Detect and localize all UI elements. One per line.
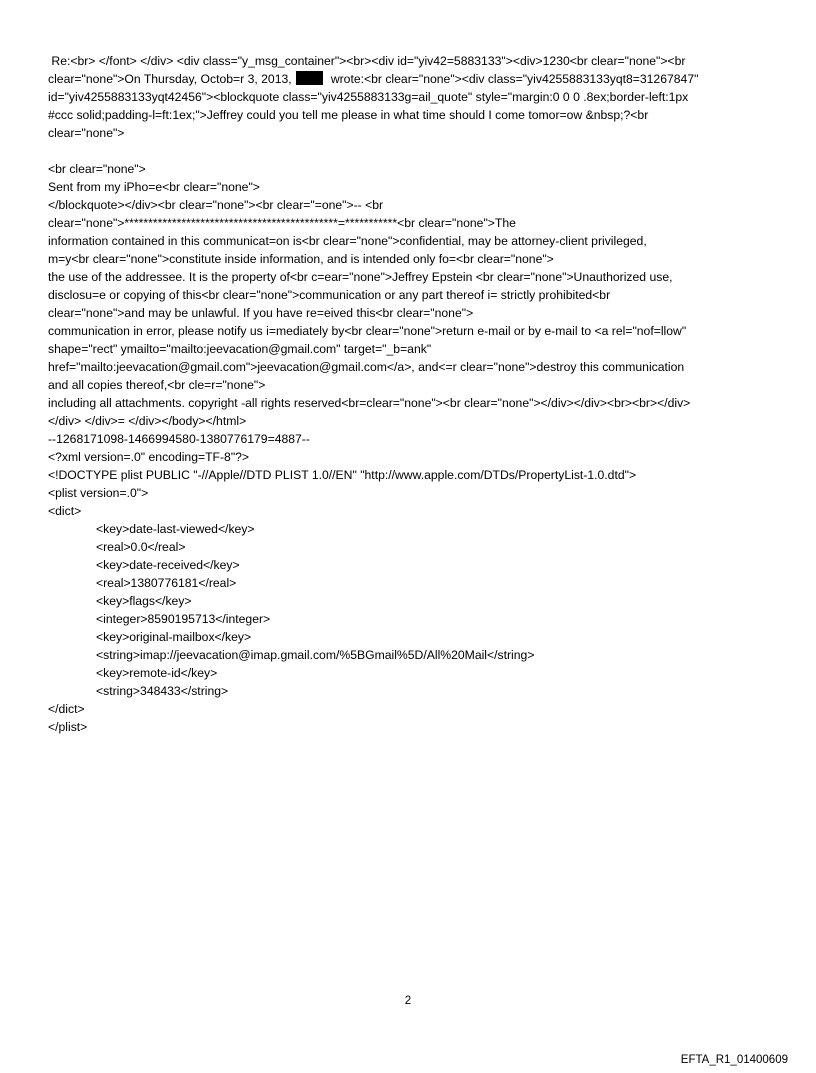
text-segment: clear="none">On Thursday, Octob=r 3, 2013, (48, 72, 292, 86)
text-line: clear="none"> (48, 126, 125, 140)
text-line: information contained in this communicat=on is<br clear="none">confidential, may be attorney-client privileged, (48, 234, 647, 248)
text-segment: wrote:<br clear="none"><div class="yiv4255883133yqt8=31267847" (330, 72, 699, 86)
text-line: clear="none">and may be unlawful. If you have re=eived this<br clear="none"> (48, 306, 474, 320)
text-line: <real>1380776181</real> (96, 576, 237, 590)
text-line: <key>flags</key> (96, 594, 192, 608)
text-line: <key>remote-id</key> (96, 666, 218, 680)
text-line: communication in error, please notify us i=mediately by<br clear="none">return e-mail or by e-mail to <a rel="nof=llow" (48, 324, 687, 338)
text-line: m=y<br clear="none">constitute inside information, and is intended only fo=<br clear="none"> (48, 252, 554, 266)
text-line: <?xml version=.0" encoding=TF-8"?> (48, 450, 250, 464)
text-line: <string>348433</string> (96, 684, 229, 698)
document-id: EFTA_R1_01400609 (680, 1054, 788, 1066)
text-line: Sent from my iPho=e<br clear="none"> (48, 180, 260, 194)
text-line: id="yiv4255883133yqt42456"><blockquote class="yiv4255883133g=ail_quote" style="margin:0 0 0 .8ex;border-left:1px (48, 90, 689, 104)
document-body (48, 52, 772, 736)
text-line: <!DOCTYPE plist PUBLIC "-//Apple//DTD PLIST 1.0//EN" "http://www.apple.com/DTDs/PropertyList-1.0.dtd"> (48, 468, 637, 482)
text-line: --1268171098-1466994580-1380776179=4887-- (48, 432, 310, 446)
text-line: <key>date-last-viewed</key> (96, 522, 255, 536)
page-number: 2 (404, 995, 412, 1007)
text-line: </div> </div>= </div></body></html> (48, 414, 247, 428)
redaction-block (296, 71, 323, 85)
text-line: </blockquote></div><br clear="none"><br clear="=one">-- <br (48, 198, 384, 212)
text-line: the use of the addressee. It is the property of<br c=ear="none">Jeffrey Epstein <br clear="none">Unauthorized use, (48, 270, 673, 284)
text-line: Re:<br> </font> </div> <div class="y_msg_container"><br><div id="yiv42=5883133"><div>1230<br clear="none"><br (48, 54, 686, 68)
text-line: clear="none">*********************************************=***********<br clear="none">The (48, 216, 516, 230)
text-line: <br clear="none"> (48, 162, 146, 176)
text-line: including all attachments. copyright -all rights reserved<br=clear="none"><br clear="none"></div></div><br><br></div> (48, 396, 691, 410)
text-line: </plist> (48, 720, 88, 734)
text-line-with-redaction (48, 70, 772, 88)
text-line: <integer>8590195713</integer> (96, 612, 271, 626)
text-line: <real>0.0</real> (96, 540, 186, 554)
text-line: and all copies thereof,<br cle=r="none"> (48, 378, 266, 392)
text-line: <string>imap://jeevacation@imap.gmail.com/%5BGmail%5D/All%20Mail</string> (96, 648, 535, 662)
text-line: </dict> (48, 702, 85, 716)
text-line: <plist version=.0"> (48, 486, 149, 500)
text-line: #ccc solid;padding-l=ft:1ex;">Jeffrey could you tell me please in what time should I come tomor=ow &nbsp;?<br (48, 108, 649, 122)
blank-line (48, 142, 772, 160)
text-line: <key>original-mailbox</key> (96, 630, 252, 644)
text-line: shape="rect" ymailto="mailto:jeevacation@gmail.com" target="_b=ank" (48, 342, 432, 356)
text-line: <key>date-received</key> (96, 558, 240, 572)
text-line: href="mailto:jeevacation@gmail.com">jeevacation@gmail.com</a>, and<=r clear="none">destroy this communication (48, 360, 685, 374)
text-line: <dict> (48, 504, 82, 518)
text-line: disclosu=e or copying of this<br clear="none">communication or any part thereof i= strictly prohibited<br (48, 288, 611, 302)
